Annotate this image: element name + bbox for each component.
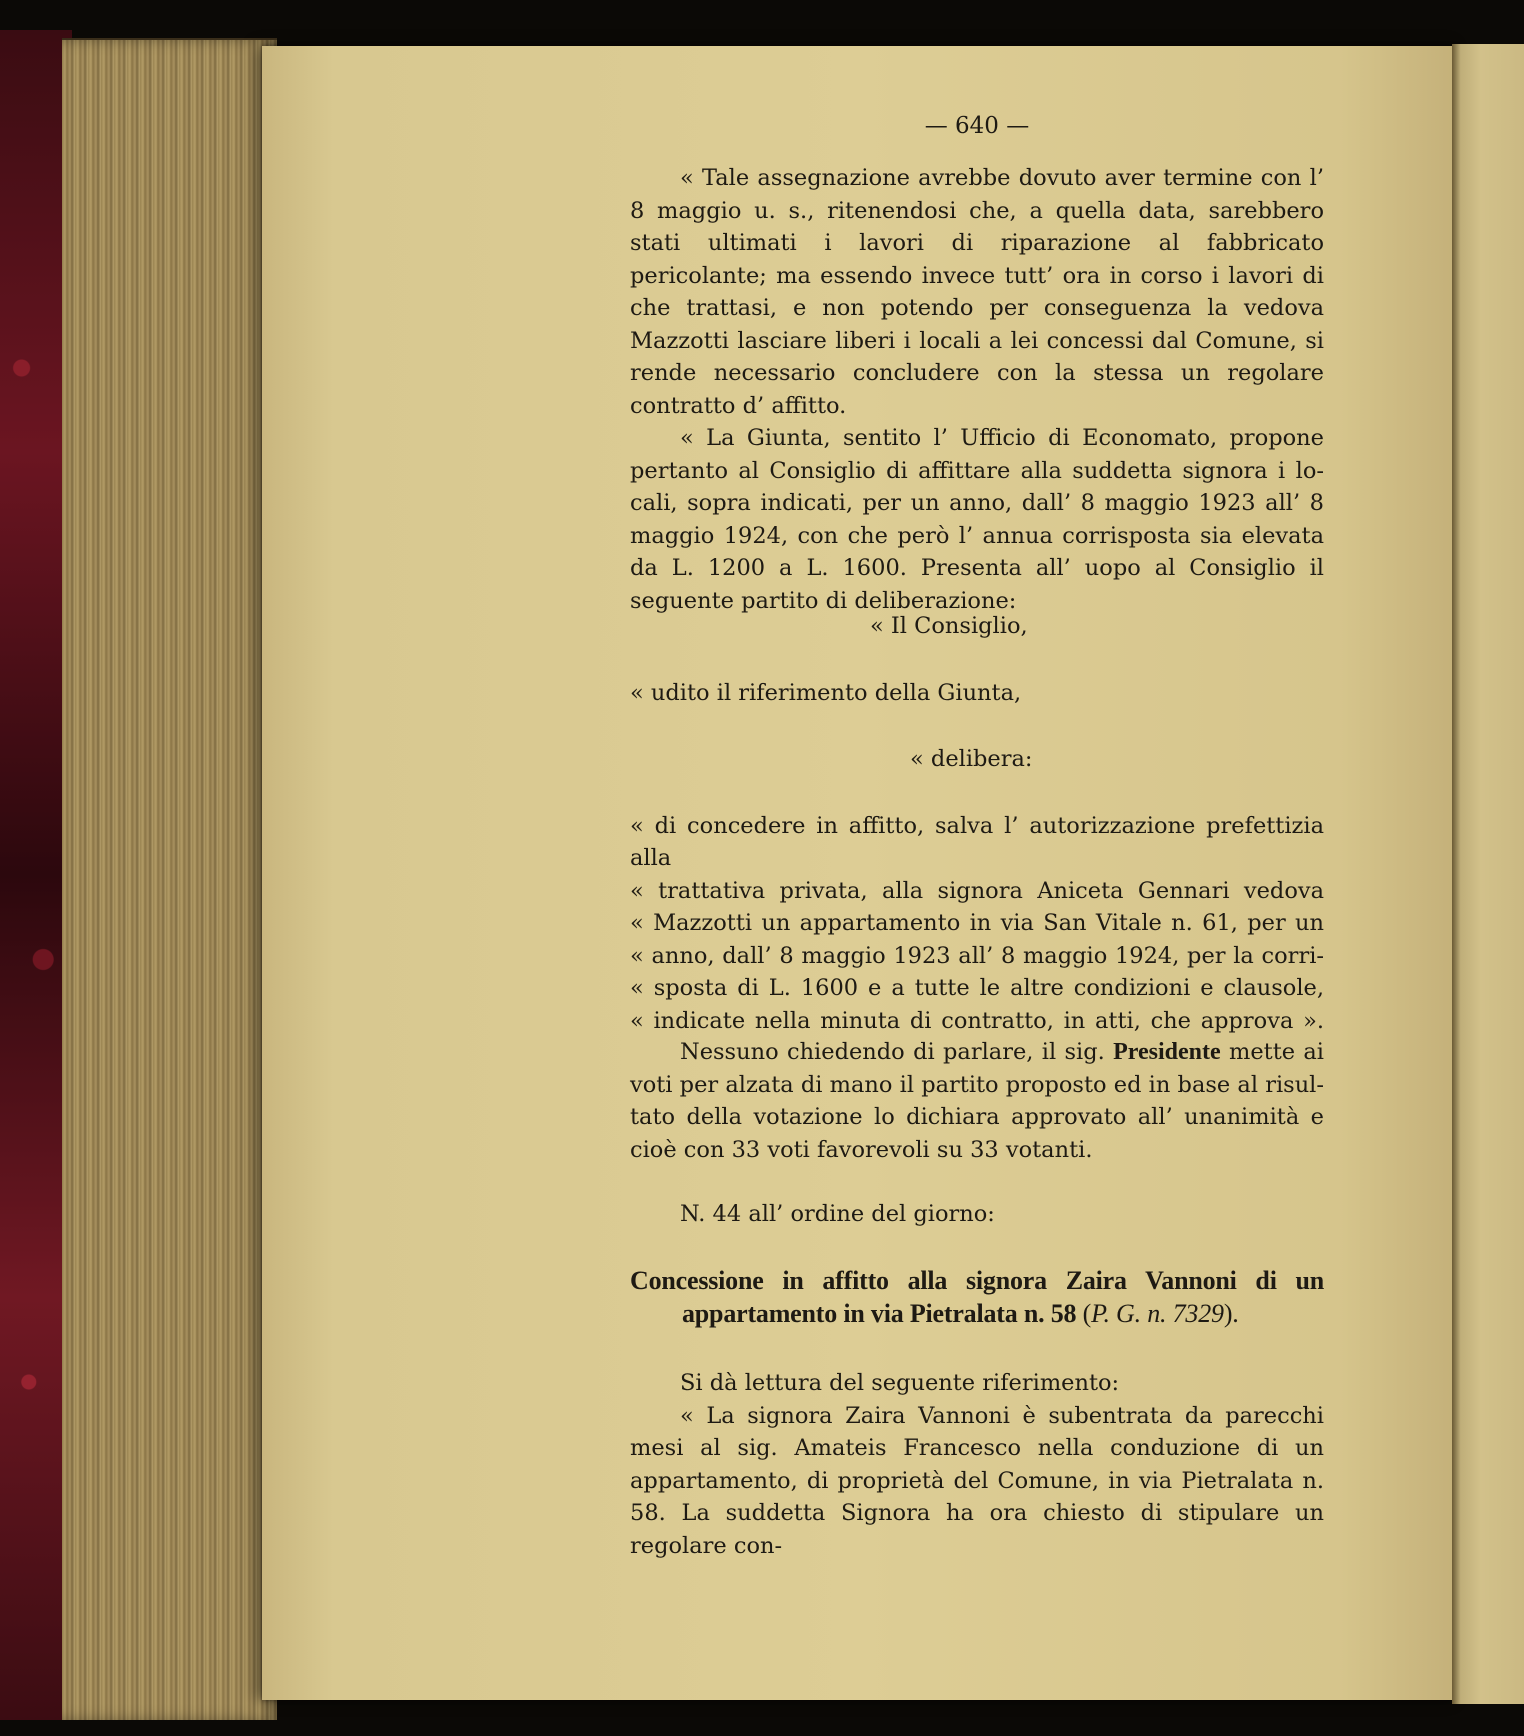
resolution-line: « indicate nella minuta di contratto, in atti, che approva ». — [630, 1007, 1324, 1034]
resolution-line: « anno, dall’ 8 maggio 1923 all’ 8 maggio 1924, per la corri- — [630, 942, 1324, 969]
paragraph-assegnazione: « Tale assegnazione avrebbe dovuto aver termine con l’ 8 maggio u. s., ritenendosi che, a quella data, sarebbero stati ultimati i lavori di riparazione al fabbricato pericolante; ma essendo invece tutt’ ora in corso i lavori di che trattasi, e non potendo per conseguenza la vedova Mazzotti lasciare liberi i locali a lei concessi dal Comune, si rende necessario concludere con la stessa un regolare contratto d’ affitto. — [630, 165, 1324, 419]
page-edges — [62, 38, 277, 1720]
paragraph-lettura: Si dà lettura del seguente riferimento: — [680, 1370, 1120, 1396]
facing-page-edge — [1452, 44, 1524, 1704]
resolution-line: « trattativa privata, alla signora Aniceta Gennari vedova — [630, 877, 1324, 904]
paragraph-giunta: « La Giunta, sentito l’ Ufficio di Economato, propone pertanto al Consiglio di affittare alla suddetta signora i locali, sopra indicati, per un anno, dall’ 8 maggio 1923 all’ 8 maggio 1924, con che però l’ annua corrisposta sia elevata da L. 1200 a L. 1600. Presenta all’ uopo al Consiglio il seguente partito di deliberazione: — [630, 425, 1324, 614]
resolution — [630, 610, 1324, 1037]
heading-text — [630, 1264, 1324, 1330]
vote-before: Nessuno chiedendo di parlare, il sig. — [680, 1039, 1105, 1065]
resolution-line: « sposta di L. 1600 e a tutte le altre condizioni e clausole, — [630, 975, 1324, 1001]
resolution-line: « di concedere in affitto, salva l’ autorizzazione prefettizia alla — [630, 812, 1324, 871]
heading-title: Concessione in affitto alla signora Zaira Vannoni di un appartamento in via Pietralata n. 58 — [630, 1266, 1324, 1328]
closing-paragraphs — [630, 1367, 1324, 1562]
intro-paragraphs — [630, 162, 1324, 617]
vote-paragraph — [630, 1036, 1324, 1166]
page-number: — 640 — — [924, 113, 1030, 139]
agenda-item — [630, 1198, 1324, 1231]
section-heading — [630, 1264, 1324, 1330]
presidente-label: Presidente — [1113, 1039, 1221, 1065]
resolution-delibera: « delibera: — [910, 746, 1033, 772]
agenda-item-label: N. 44 all’ ordine del giorno: — [680, 1201, 995, 1227]
resolution-udito: « udito il riferimento della Giunta, — [630, 679, 1022, 706]
resolution-consiglio: « Il Consiglio, — [870, 613, 1028, 639]
resolution-text — [630, 810, 1324, 1038]
paragraph-vannoni: « La signora Zaira Vannoni è subentrata da parecchi mesi al sig. Amateis Francesco nella conduzione di un appartamento, di proprietà del Comune, in via Pietralata n. 58. La suddetta Signora ha ora chiesto di stipulare un regolare con- — [630, 1402, 1324, 1559]
paragraph-vote — [630, 1036, 1324, 1166]
resolution-line: « Mazzotti un appartamento in via San Vitale n. 61, per un — [630, 910, 1324, 936]
protocol-number: P. G. n. 7329 — [1091, 1299, 1224, 1328]
heading-reference: (P. G. n. 7329). — [1082, 1299, 1239, 1328]
vote-after: mette ai voti per alzata di mano il partito proposto ed in base al risultato della votazione lo dichiara approvato all’ unanimità e cioè con 33 voti favorevoli su 33 votanti. — [630, 1039, 1324, 1163]
